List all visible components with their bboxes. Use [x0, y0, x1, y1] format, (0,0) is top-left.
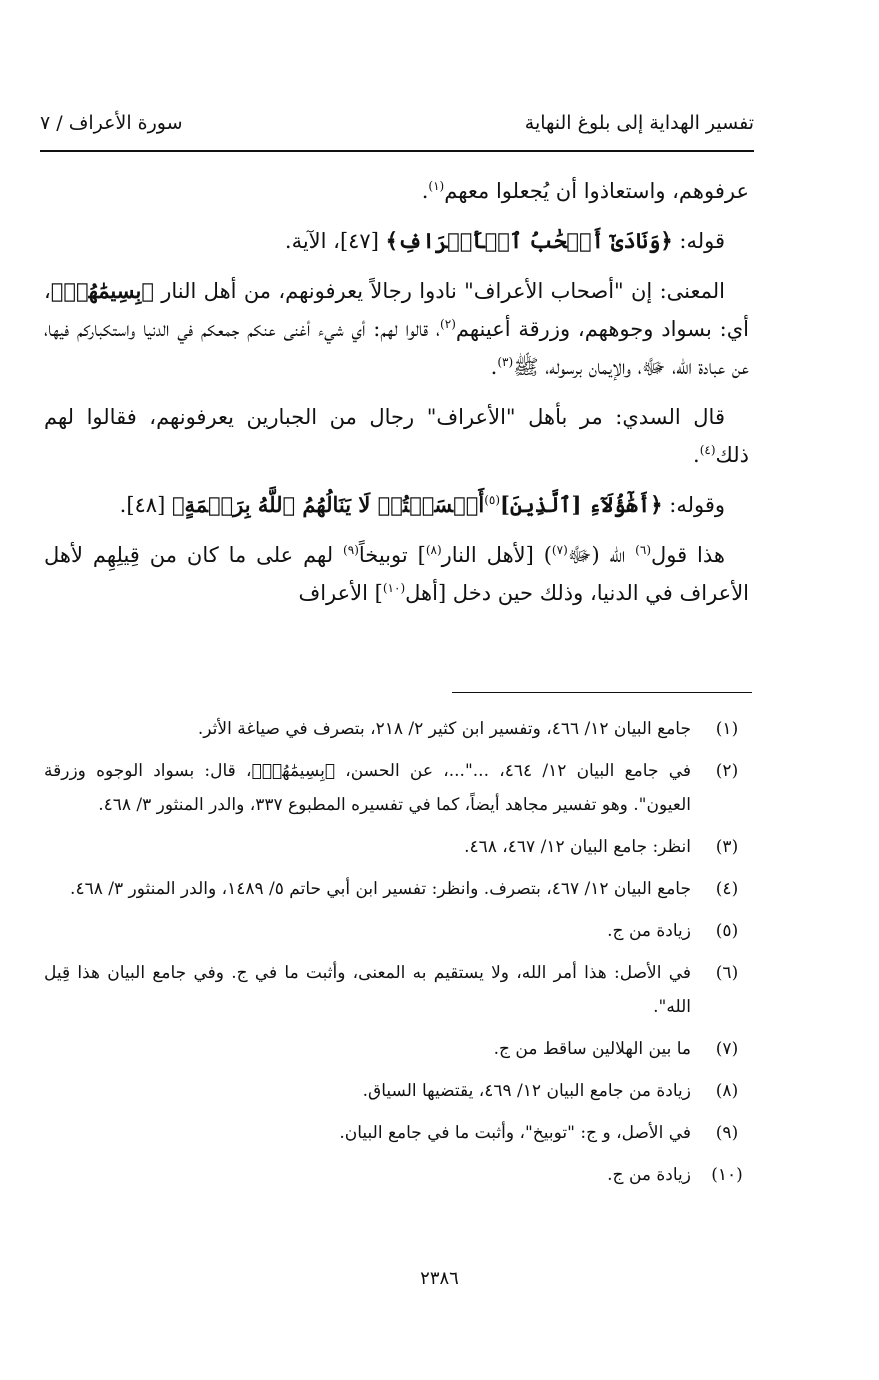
- footnote-number: (١٠): [711, 1165, 743, 1185]
- footnote-text: انظر: جامع البيان ١٢/ ٤٦٧، ٤٦٨.: [464, 837, 691, 857]
- footnote-ref: (٥): [484, 493, 501, 507]
- paragraph-3: المعنى: إن "أصحاب الأعراف" نادوا رجالاً يعرفونهم، من أهل النار ﴿بِسِيمَٰهُمۡ﴾، أي: بسواد وجوههم، وزرقة أعينهم$^{(٢)}$، قالوا لهم: أي شيء أغنى عنكم جمعكم في الدنيا واستكباركم فيها، عن عبادة الله، ﷻ، والإيمان برسوله، ﷺ$^{(٣)}$.: [44, 278, 749, 379]
- header-divider: [40, 150, 754, 152]
- footnote-text: ما بين الهلالين ساقط من ج.: [493, 1039, 691, 1059]
- page-number: ٢٣٨٦: [420, 1268, 459, 1289]
- main-text: [44, 172, 749, 624]
- footnote-number: (١): [715, 719, 739, 739]
- footnote-number: (٣): [715, 837, 739, 857]
- footnote-number: (٧): [715, 1039, 739, 1059]
- quran-verse: ﴿وَنَادَىٰٓ أَصۡحَٰبُ ٱلۡأَعۡرَافِ﴾: [385, 228, 673, 253]
- footnote-text: في الأصل: هذا أمر الله، ولا يستقيم به المعنى، وأثبت ما في ج. وفي جامع البيان هذا قِيل الله".: [44, 963, 691, 1017]
- footnote-item: [44, 1158, 749, 1192]
- footnote-item: [44, 1032, 749, 1066]
- footnote-text: زيادة من ج.: [607, 1165, 691, 1185]
- footnote-ref: (٩): [343, 543, 359, 557]
- footnote-ref: (٨): [425, 543, 442, 557]
- quran-verse: ﴿بِسِيمَٰهُمۡ﴾: [50, 278, 154, 303]
- quran-verse: ﴿أَهَٰٓؤُلَآءِ [ٱلَّذِينَ]: [500, 492, 663, 517]
- paragraph-1: عرفوهم، واستعاذوا أن يُجعلوا معهم$^{(١)}$.: [421, 179, 749, 203]
- footnote-number: (٤): [715, 879, 739, 899]
- paragraph-5: وقوله: ﴿أَهَٰٓؤُلَآءِ [ٱلَّذِينَ]$^{(٥)}$أَقۡسَمۡتُمۡ لَا يَنَالُهُمُ ٱللَّهُ بِرَحۡمَةٍ﴾ [٤٨].: [119, 492, 725, 517]
- footnote-text: زيادة من ج.: [607, 921, 691, 941]
- footnote-ref: (١): [428, 179, 445, 193]
- paragraph-2: قوله: ﴿وَنَادَىٰٓ أَصۡحَٰبُ ٱلۡأَعۡرَافِ﴾ [٤٧]، الآية.: [284, 228, 725, 253]
- footnote-item: [44, 1074, 749, 1108]
- footnote-text: في الأصل، و ج: "توبيخ"، وأثبت ما في جامع البيان.: [339, 1123, 691, 1143]
- footnote-number: (٦): [715, 963, 739, 983]
- footnote-item: [44, 712, 749, 746]
- footnotes: [44, 712, 749, 1200]
- footnote-ref: (٣): [497, 355, 514, 369]
- footnote-item: [44, 914, 749, 948]
- footnote-number: (٩): [715, 1123, 739, 1143]
- footnote-item: [44, 830, 749, 864]
- footnote-number: (٥): [715, 921, 739, 941]
- footnote-item: [44, 956, 749, 1024]
- footnote-item: [44, 1116, 749, 1150]
- footnote-number: (٨): [715, 1081, 739, 1101]
- quran-verse: أَقۡسَمۡتُمۡ لَا يَنَالُهُمُ ٱللَّهُ بِرَحۡمَةٍ﴾: [171, 492, 485, 517]
- footnote-ref: (٧): [551, 543, 568, 557]
- footnote-item: [44, 754, 749, 822]
- footnote-number: (٢): [715, 761, 739, 781]
- footnote-text: زيادة من جامع البيان ١٢/ ٤٦٩، يقتضيها السياق.: [362, 1081, 691, 1101]
- footnote-ref: (٦): [635, 543, 651, 557]
- running-header: [40, 112, 754, 144]
- footnote-item: [44, 872, 749, 906]
- footnote-ref: (٤): [699, 443, 716, 457]
- paragraph-4: قال السدي: مر بأهل "الأعراف" رجال من الجبارين يعرفونهم، فقالوا لهم ذلك$^{(٤)}$.: [44, 405, 749, 467]
- footnote-ref: (١٠): [382, 581, 406, 595]
- paragraph-6: هذا قول$^{(٦)}$ الله (ﷻ$^{(٧)}$) [لأهل النار$^{(٨)}$] توبيخاً$^{(٩)}$ لهم على ما كان من قِيلِهِم لأهل الأعراف في الدنيا، وذلك حين دخل [أهل$^{(١٠)}$] الأعراف: [44, 543, 749, 605]
- footnote-text: في جامع البيان ١٢/ ٤٦٤، ..."...، عن الحسن، ﴿بِسِيمَٰهُمۡ﴾، قال: بسواد الوجوه وزرقة العيون". وهو تفسير مجاهد أيضاً، كما في تفسيره المطبوع ٣٣٧، والدر المنثور ٣/ ٤٦٨.: [44, 761, 691, 815]
- footnote-text: جامع البيان ١٢/ ٤٦٦، وتفسير ابن كثير ٢/ ٢١٨، بتصرف في صياغة الأثر.: [197, 719, 691, 739]
- footnote-ref: (٢): [440, 317, 456, 331]
- footnote-divider: [452, 692, 752, 693]
- footnote-text: جامع البيان ١٢/ ٤٦٧، بتصرف. وانظر: تفسير ابن أبي حاتم ٥/ ١٤٨٩، والدر المنثور ٣/ ٤٦٨.: [70, 879, 691, 899]
- surah-label: سورة الأعراف / ٧: [40, 112, 183, 134]
- book-title: تفسير الهداية إلى بلوغ النهاية: [524, 112, 754, 134]
